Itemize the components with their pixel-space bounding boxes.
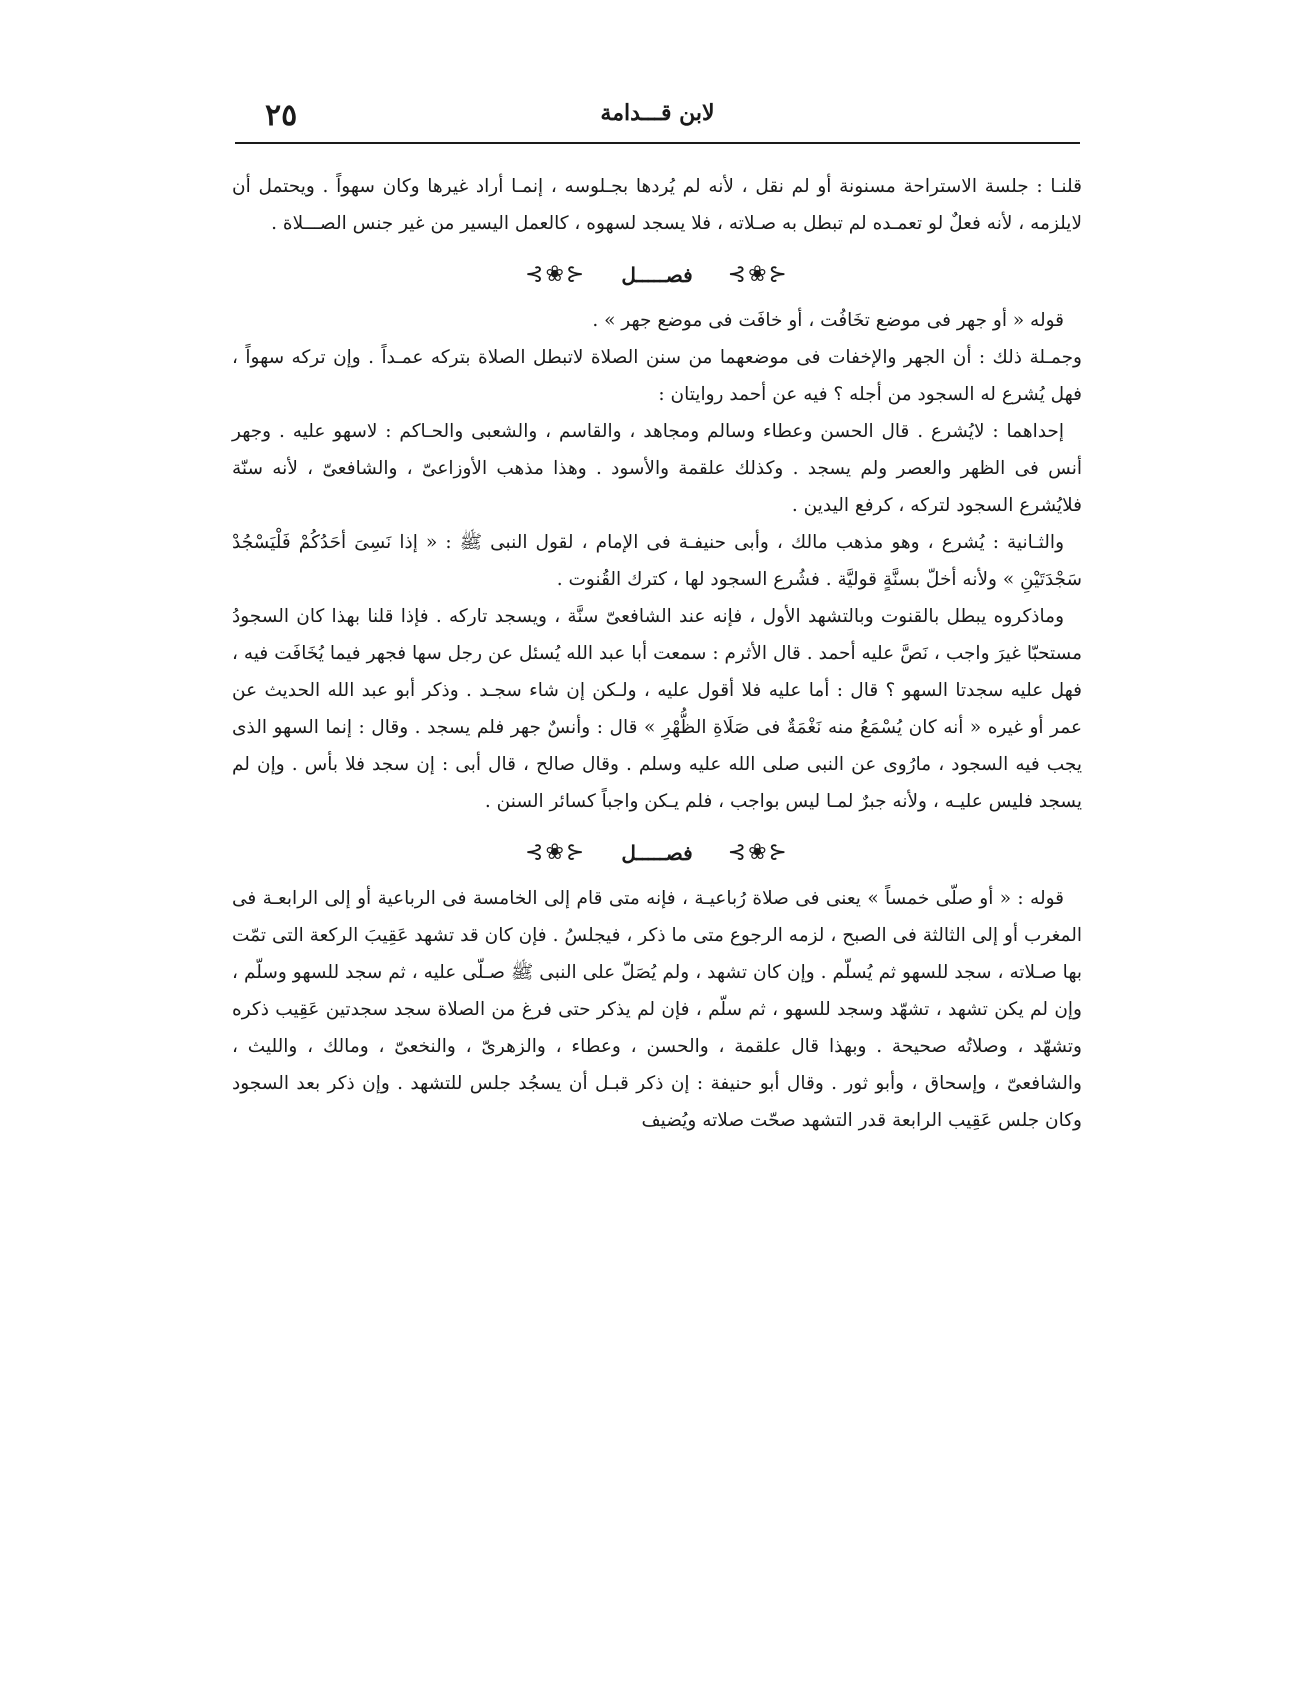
ornament-icon: ⊰❀⊱ [525,261,587,287]
paragraph-7: قوله : « أو صلّى خمساً » يعنى فى صلاة رُباعيـة ، فإنه متى قام إلى الخامسة فى الرباعية أو إلى الرابعـة فى المغرب أو إلى الثالثة فى الصبح ، لزمه الرجوع متى ما ذكر ، فيجلسُ . فإن كان قد تشهد عَقِيبَ الركعة التى تمّت بها صـلاته ، سجد للسهو ثم يُسلّم . وإن كان تشهد ، ولم يُصَلّ على النبى ﷺ صـلّى عليه ، ثم سجد للسهو وسلّم ، وإن لم يكن تشهد ، تشهّد وسجد للسهو ، ثم سلّم ، فإن لم يذكر حتى فرغ من الصلاة سجد سجدتين عَقِيب ذكره وتشهّد ، وصلاتُه صحيحة . وبهذا قال علقمة ، والحسن ، وعطاء ، والزهرىّ ، والنخعىّ ، ومالك ، والليث ، والشافعىّ ، وإسحاق ، وأبو ثور . وقال أبو حنيفة : إن ذكر قبـل أن يسجُد جلس للتشهد . وإن ذكر بعد السجود وكان جلس عَقِيب الرابعة قدر التشهد صحّت صلاته ويُضيف [232,888,1082,1131]
ornament-icon: ⊰❀⊱ [727,839,789,865]
section-heading-label: فصـــــل [621,262,693,287]
page-header [235,96,1080,142]
ornament-icon: ⊰❀⊱ [727,261,789,287]
paragraph-6: وماذكروه يبطل بالقنوت وبالتشهد الأول ، فإنه عند الشافعىّ سنَّة ، ويسجد تاركه . فإذا قلنا بهذا كان السجودُ مستحبّا غيرَ واجب ، نَصَّ عليه أحمد . قال الأثرم : سمعت أبا عبد الله يُسئل عن رجل سها فجهر فيما يُخَافَت فيه ، فهل عليه سجدتا السهو ؟ قال : أما عليه فلا أقول عليه ، ولـكن إن شاء سجـد . وذكر أبو عبد الله الحديث عن عمر أو غيره « أنه كان يُسْمَعُ منه نَغْمَةٌ فى صَلَاةِ الظُّهْرِ » قال : وأنسٌ جهر فلم يسجد . وقال : إنما السهو الذى يجب فيه السجود ، مارُوى عن النبى صلى الله عليه وسلم . وقال صالح ، قال أبى : إن سجد فلا بأس . وإن لم يسجد فليس عليـه ، ولأنه جبرٌ لمـا ليس بواجب ، فلم يـكن واجباً كسائر السنن . [232,606,1082,812]
running-title: لابن قـــدامة [600,100,715,126]
section-heading-2 [232,822,1082,880]
paragraph-3: وجمـلة ذلك : أن الجهر والإخفات فى موضعهما من سنن الصلاة لاتبطل الصلاة بتركه عمـداً . وإن تركه سهواً ، فهل يُشرع له السجود من أجله ؟ فيه عن أحمد روايتان : [232,347,1082,405]
body-text [232,168,1082,1139]
paragraph-1: قلنـا : جلسة الاستراحة مسنونة أو لم نقل ، لأنه لم يُردها بجـلوسه ، إنمـا أراد غيرها وكان سهواً . ويحتمل أن لايلزمه ، لأنه فعلٌ لو تعمـده لم تبطل به صـلاته ، فلا يسجد لسهوه ، كالعمل اليسير من غير جنس الصـــلاة . [232,176,1082,234]
section-heading-label: فصـــــل [621,840,693,865]
paragraph-2: قوله « أو جهر فى موضع تخَافُت ، أو خافَت فى موضع جهر » . [592,310,1064,331]
ornament-icon: ⊰❀⊱ [525,839,587,865]
page-number: ٢٥ [265,98,298,133]
paragraph-5: والثـانية : يُشرع ، وهو مذهب مالك ، وأبى حنيفـة فى الإمام ، لقول النبى ﷺ : « إذا نَسِىَ أحَدُكُمْ فَلْيَسْجُدْ سَجْدَتَيْنِ » ولأنه أخلّ بسنَّةٍ قوليَّة . فشُرع السجود لها ، كترك القُنوت . [232,532,1082,590]
header-rule [235,142,1080,144]
section-heading-1 [232,244,1082,302]
paragraph-4: إحداهما : لايُشرع . قال الحسن وعطاء وسالم ومجاهد ، والقاسم ، والشعبى والحـاكم : لاسهو عليه . وجهر أنس فى الظهر والعصر ولم يسجد . وكذلك علقمة والأسود . وهذا مذهب الأوزاعىّ ، والشافعىّ ، لأنه سنّة فلايُشرع السجود لتركه ، كرفع اليدين . [232,421,1082,516]
